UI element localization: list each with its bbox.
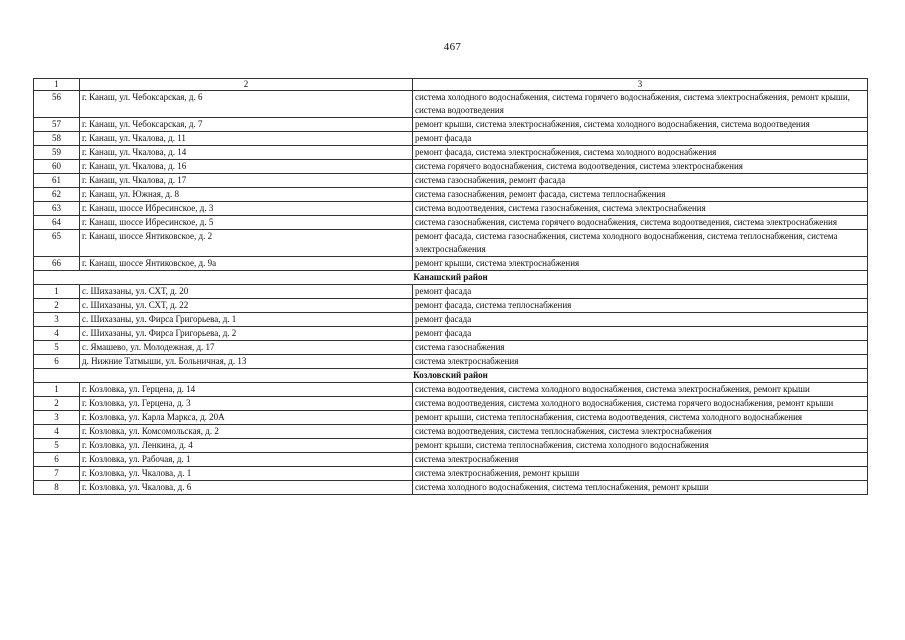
table-row [34,453,868,467]
page-number: 467 [443,41,462,53]
row-address: г. Козловка, ул. Чкалова, д. 1 [80,467,413,481]
table-row [34,174,868,188]
table-row [34,230,868,257]
table-row [34,146,868,160]
column-header-address: 2 [80,79,413,91]
row-number: 58 [34,132,80,146]
row-number: 2 [34,397,80,411]
table-row [34,467,868,481]
row-address: г. Канаш, ул. Чкалова, д. 16 [80,160,413,174]
row-address: г. Козловка, ул. Комсомольская, д. 2 [80,425,413,439]
row-works: ремонт фасада, система теплоснабжения [413,299,868,313]
row-address: с. Шихазаны, ул. СХТ, д. 20 [80,285,413,299]
table-row [34,341,868,355]
row-works: система холодного водоснабжения, система горячего водоснабжения, система электроснабжения, ремонт крыши, система водоотведения [413,91,868,118]
row-number: 6 [34,355,80,369]
table-row [34,91,868,118]
row-works: система горячего водоснабжения, система водоотведения, система электроснабжения [413,160,868,174]
column-header-number: 1 [34,79,80,91]
row-number: 60 [34,160,80,174]
row-number: 59 [34,146,80,160]
row-works: система газоснабжения [413,341,868,355]
row-address: г. Козловка, ул. Герцена, д. 3 [80,397,413,411]
row-number: 57 [34,118,80,132]
row-number: 3 [34,313,80,327]
row-address: г. Канаш, ул. Чкалова, д. 14 [80,146,413,160]
table-row [34,257,868,271]
row-number: 6 [34,453,80,467]
row-number: 65 [34,230,80,257]
row-works: ремонт крыши, система электроснабжения, система холодного водоснабжения, система водоотведения [413,118,868,132]
row-number: 62 [34,188,80,202]
row-address: с. Шихазаны, ул. СХТ, д. 22 [80,299,413,313]
table-row [34,355,868,369]
row-works: ремонт фасада, система газоснабжения, система холодного водоснабжения, система теплоснабжения, система электроснабжения [413,230,868,257]
section-row [34,271,868,285]
row-address: г. Канаш, ул. Чебоксарская, д. 7 [80,118,413,132]
row-address: г. Козловка, ул. Ленкина, д. 4 [80,439,413,453]
row-works: система водоотведения, система холодного водоснабжения, система горячего водоснабжения, ремонт крыши [413,397,868,411]
row-number: 4 [34,425,80,439]
row-address: с. Шихазаны, ул. Фирса Григорьева, д. 2 [80,327,413,341]
table-row [34,132,868,146]
row-works: система газоснабжения, ремонт фасада [413,174,868,188]
works-table [33,78,868,495]
table-row [34,216,868,230]
row-number: 56 [34,91,80,118]
row-number: 3 [34,411,80,425]
row-works: ремонт фасада [413,132,868,146]
row-works: система газоснабжения, система горячего водоснабжения, система водоотведения, система электроснабжения [413,216,868,230]
table-row [34,188,868,202]
row-address: г. Канаш, шоссе Янтиковское, д. 2 [80,230,413,257]
row-address: г. Козловка, ул. Чкалова, д. 6 [80,481,413,495]
table-row [34,285,868,299]
row-works: система водоотведения, система газоснабжения, система электроснабжения [413,202,868,216]
row-address: с. Ямашево, ул. Молодежная, д. 17 [80,341,413,355]
row-number: 2 [34,299,80,313]
section-title: Канашский район [34,271,868,285]
row-works: ремонт фасада, система электроснабжения, система холодного водоснабжения [413,146,868,160]
row-address: г. Канаш, ул. Чкалова, д. 17 [80,174,413,188]
row-address: д. Нижние Татмыши, ул. Больничная, д. 13 [80,355,413,369]
row-works: ремонт крыши, система теплоснабжения, система холодного водоснабжения [413,439,868,453]
row-address: г. Канаш, ул. Чкалова, д. 11 [80,132,413,146]
table-body [34,79,868,495]
row-number: 64 [34,216,80,230]
row-number: 1 [34,285,80,299]
column-header-works: 3 [413,79,868,91]
row-works: система водоотведения, система холодного водоснабжения, система электроснабжения, ремонт крыши [413,383,868,397]
row-number: 5 [34,341,80,355]
table-row [34,299,868,313]
row-address: г. Канаш, ул. Чебоксарская, д. 6 [80,91,413,118]
table-row [34,202,868,216]
section-title: Козловский район [34,369,868,383]
row-address: г. Канаш, ул. Южная, д. 8 [80,188,413,202]
table-row [34,118,868,132]
table-row [34,327,868,341]
row-works: система холодного водоснабжения, система теплоснабжения, ремонт крыши [413,481,868,495]
row-number: 66 [34,257,80,271]
row-works: ремонт фасада [413,313,868,327]
row-number: 8 [34,481,80,495]
row-number: 63 [34,202,80,216]
table-row [34,160,868,174]
table-row [34,397,868,411]
row-address: г. Канаш, шоссе Ибресинское, д. 3 [80,202,413,216]
row-number: 4 [34,327,80,341]
row-works: ремонт крыши, система теплоснабжения, система водоотведения, система холодного водоснабжения [413,411,868,425]
table-row [34,383,868,397]
row-works: ремонт фасада [413,327,868,341]
row-address: г. Козловка, ул. Карла Маркса, д. 20А [80,411,413,425]
row-works: система электроснабжения [413,453,868,467]
row-works: система электроснабжения, ремонт крыши [413,467,868,481]
row-number: 1 [34,383,80,397]
row-number: 61 [34,174,80,188]
row-address: г. Канаш, шоссе Ибресинское, д. 5 [80,216,413,230]
row-number: 5 [34,439,80,453]
row-address: с. Шихазаны, ул. Фирса Григорьева, д. 1 [80,313,413,327]
row-number: 7 [34,467,80,481]
table-row [34,313,868,327]
section-row [34,369,868,383]
table-row [34,481,868,495]
row-works: система электроснабжения [413,355,868,369]
row-works: система газоснабжения, ремонт фасада, система теплоснабжения [413,188,868,202]
row-works: система водоотведения, система теплоснабжения, система электроснабжения [413,425,868,439]
table-row [34,439,868,453]
row-address: г. Козловка, ул. Рабочая, д. 1 [80,453,413,467]
table-header-row [34,79,868,91]
row-address: г. Канаш, шоссе Янтиковское, д. 9а [80,257,413,271]
table-row [34,411,868,425]
row-address: г. Козловка, ул. Герцена, д. 14 [80,383,413,397]
row-works: ремонт фасада [413,285,868,299]
table-row [34,425,868,439]
row-works: ремонт крыши, система электроснабжения [413,257,868,271]
